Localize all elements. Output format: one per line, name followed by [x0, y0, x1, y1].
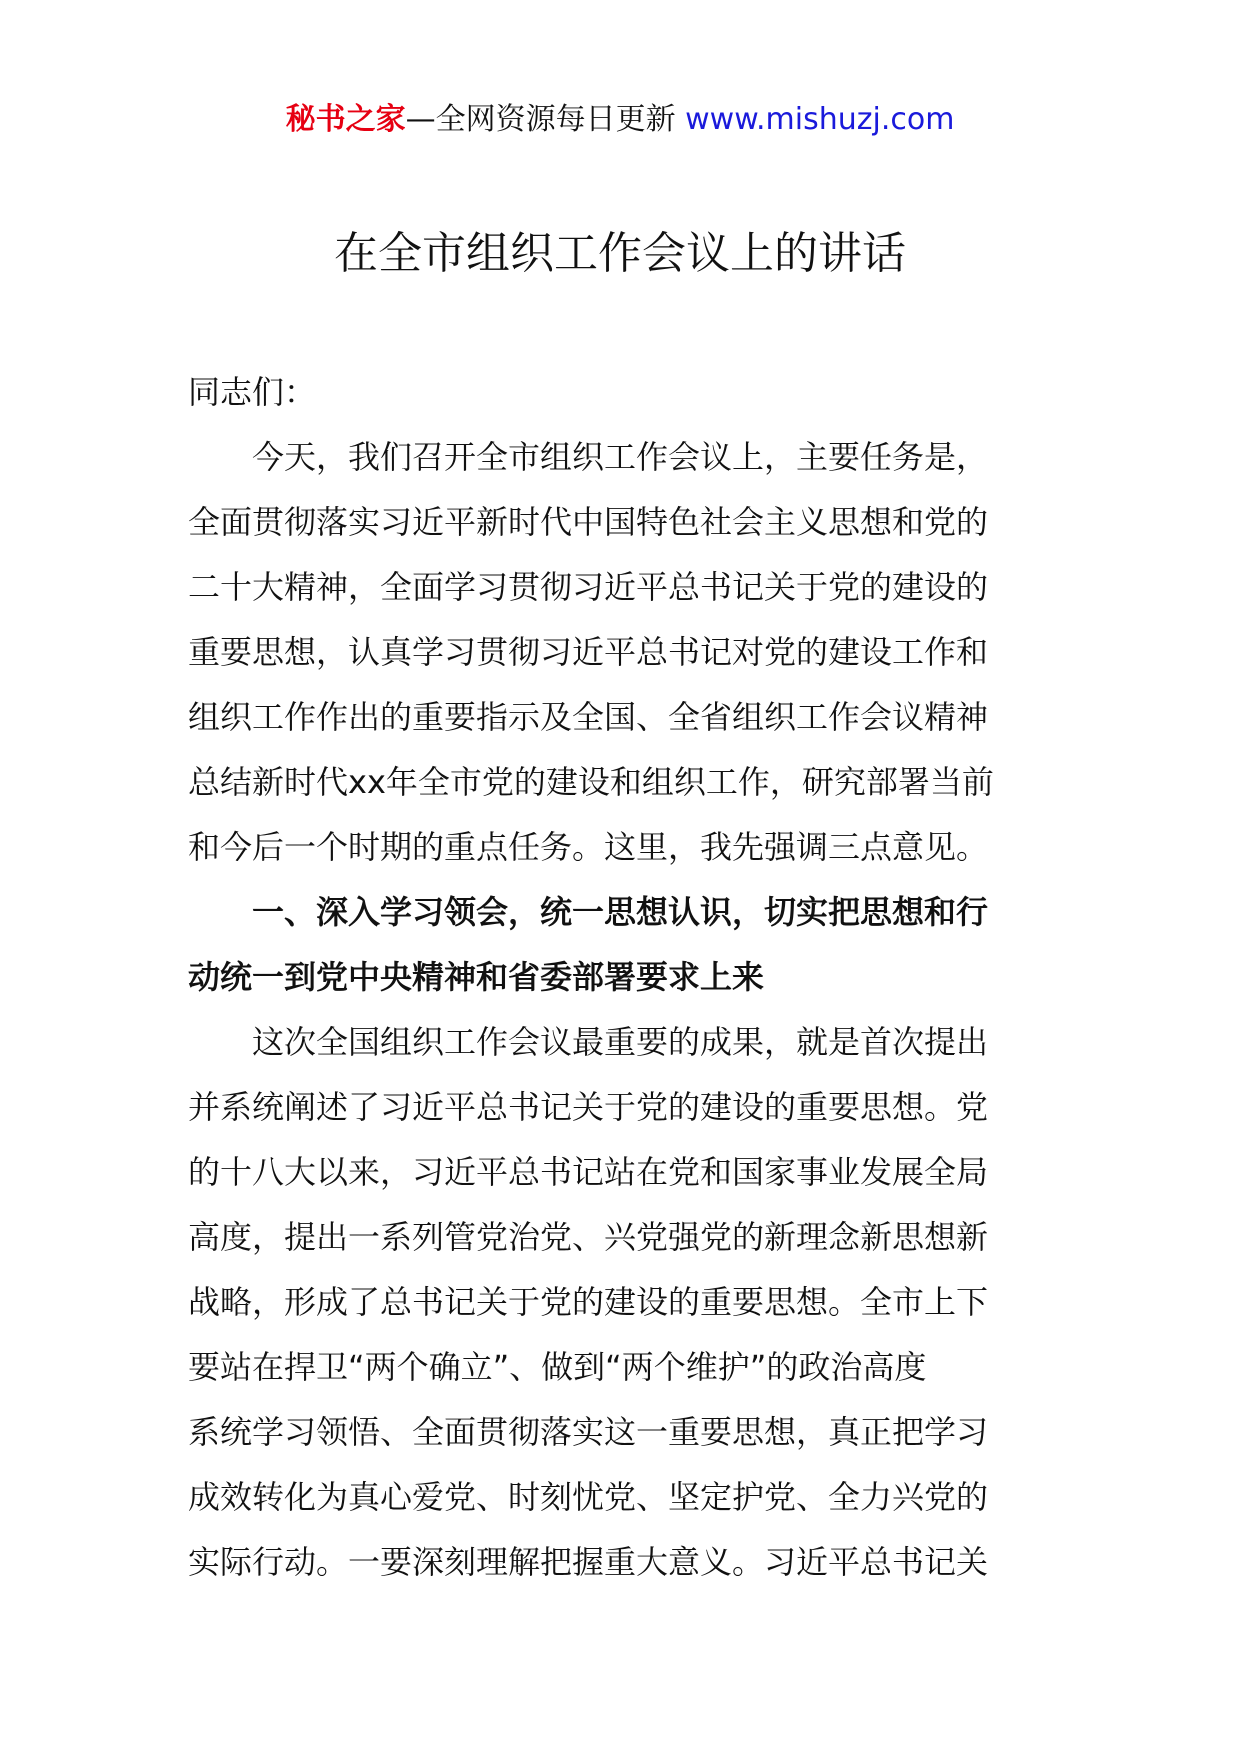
document-body — [188, 360, 1058, 1595]
paragraph-line: 实际行动。一要深刻理解把握重大意义。习近平总书记关 — [188, 1543, 989, 1581]
brand-name: 秘书之家 — [285, 102, 406, 137]
site-header — [0, 98, 1240, 142]
header-tagline: —全网资源每日更新 — [405, 102, 686, 137]
section-heading: 动统一到党中央精神和省委部署要求上来 — [188, 958, 765, 996]
salutation: 同志们： — [188, 373, 317, 411]
paragraph-line: 并系统阐述了习近平总书记关于党的建设的重要思想。党 — [188, 1088, 989, 1126]
paragraph-line: 和今后一个时期的重点任务。这里，我先强调三点意见。 — [188, 828, 989, 866]
paragraph-line: 二十大精神，全面学习贯彻习近平总书记关于党的建设的 — [188, 568, 989, 606]
paragraph-line: 全面贯彻落实习近平新时代中国特色社会主义思想和党的 — [188, 503, 989, 541]
paragraph-line: 高度，提出一系列管党治党、兴党强党的新理念新思想新 — [188, 1218, 989, 1256]
paragraph-line: 的十八大以来，习近平总书记站在党和国家事业发展全局 — [188, 1153, 989, 1191]
paragraph-line: 系统学习领悟、全面贯彻落实这一重要思想，真正把学习 — [188, 1413, 989, 1451]
site-url-link[interactable]: www.mishuzj.com — [685, 102, 955, 137]
paragraph-line: 今天，我们召开全市组织工作会议上，主要任务是， — [252, 438, 989, 476]
paragraph-line: 成效转化为真心爱党、时刻忧党、坚定护党、全力兴党的 — [188, 1478, 989, 1516]
paragraph-line: 要站在捍卫“两个确立”、做到“两个维护”的政治高度 — [188, 1348, 927, 1386]
paragraph-line: 组织工作作出的重要指示及全国、全省组织工作会议精神 — [188, 698, 989, 736]
paragraph-line: 总结新时代xx年全市党的建设和组织工作，研究部署当前 — [188, 763, 994, 801]
section-heading: 一、深入学习领会，统一思想认识，切实把思想和行 — [252, 893, 989, 931]
paragraph-line: 战略，形成了总书记关于党的建设的重要思想。全市上下 — [188, 1283, 989, 1321]
document-title: 在全市组织工作会议上的讲话 — [334, 228, 906, 279]
paragraph-line: 这次全国组织工作会议最重要的成果，就是首次提出 — [252, 1023, 989, 1061]
paragraph-line: 重要思想，认真学习贯彻习近平总书记对党的建设工作和 — [188, 633, 989, 671]
